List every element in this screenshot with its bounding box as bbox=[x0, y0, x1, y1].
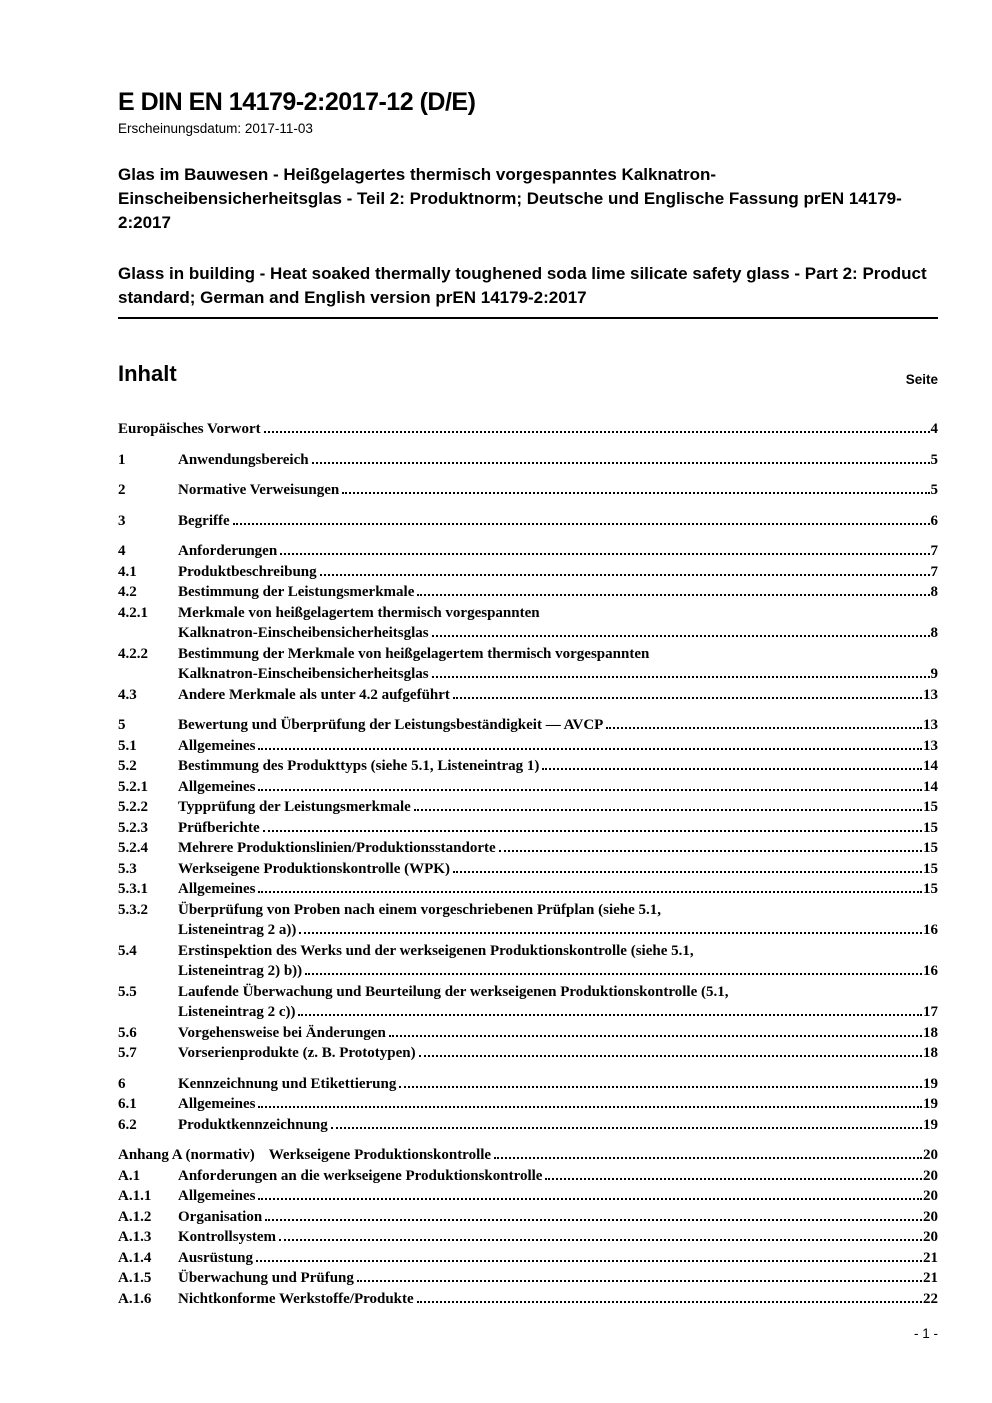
toc-entry bbox=[118, 541, 938, 562]
toc-entry-body bbox=[178, 1023, 938, 1044]
toc-entry-line bbox=[178, 1074, 938, 1095]
toc-entry-body bbox=[178, 1227, 938, 1248]
toc-entry-title: Ausrüstung bbox=[178, 1249, 254, 1266]
toc-entry-title: Begriffe bbox=[178, 512, 230, 529]
toc-entry-page-number: 5 bbox=[930, 482, 938, 498]
toc-entry-title: Allgemeines bbox=[178, 1188, 256, 1204]
dot-leader bbox=[494, 1157, 922, 1159]
toc-header bbox=[118, 361, 938, 387]
toc-entry-title: Produktbeschreibung bbox=[178, 563, 317, 580]
toc-entry bbox=[118, 859, 938, 880]
toc-entry-number: 5.2.1 bbox=[118, 778, 148, 795]
dot-leader bbox=[545, 1178, 922, 1180]
toc-entry-body bbox=[178, 879, 938, 900]
toc-entry-title: Allgemeines bbox=[178, 881, 256, 897]
dot-leader bbox=[233, 523, 930, 525]
toc-entry bbox=[118, 879, 938, 900]
dot-leader bbox=[342, 492, 929, 494]
dot-leader bbox=[265, 1219, 922, 1221]
toc-entry-title: Überprüfung von Proben nach einem vorgeschriebenen Prüfplan (siehe 5.1, bbox=[178, 901, 662, 918]
toc-entry-page-number: 19 bbox=[923, 1096, 938, 1112]
toc-entry-line bbox=[178, 1002, 938, 1023]
toc-entry-page-number: 20 bbox=[923, 1167, 938, 1184]
toc-entry-title: Bestimmung der Leistungsmerkmale bbox=[178, 584, 415, 600]
toc-entry-line bbox=[178, 1248, 938, 1269]
dot-leader bbox=[258, 748, 922, 750]
toc-entry-title: Allgemeines bbox=[178, 1096, 256, 1112]
toc-entry-page-number: 20 bbox=[923, 1208, 938, 1225]
toc-entry-line bbox=[178, 777, 938, 798]
toc-entry-number: 2 bbox=[118, 482, 126, 498]
toc-entry-page-number: 20 bbox=[923, 1188, 938, 1204]
toc-entry-title: Organisation bbox=[178, 1208, 263, 1225]
toc-entry-line bbox=[178, 541, 938, 562]
toc-entry-title: Listeneintrag 2 c)) bbox=[178, 1004, 296, 1020]
toc-entry-page-number: 21 bbox=[923, 1270, 938, 1286]
toc-entry-number: 4.2 bbox=[118, 584, 137, 600]
toc-entry-number: 5.1 bbox=[118, 737, 137, 754]
toc-entry-page-number: 15 bbox=[923, 881, 938, 897]
toc-entry bbox=[118, 419, 938, 440]
toc-entry-line bbox=[178, 879, 938, 900]
toc-entry-body bbox=[178, 1268, 938, 1289]
dot-leader bbox=[256, 1260, 922, 1262]
toc-entry-title: Normative Verweisungen bbox=[178, 482, 340, 498]
toc-entry-page-number: 13 bbox=[923, 686, 938, 703]
dot-leader bbox=[606, 727, 922, 729]
toc-entry-title: Allgemeines bbox=[178, 778, 256, 795]
toc-entry-line bbox=[178, 1094, 938, 1115]
toc-entry-body bbox=[178, 685, 938, 706]
toc-entry-page-number: 15 bbox=[923, 819, 938, 836]
toc-entry-line bbox=[178, 1186, 938, 1207]
toc-entry-title: Kalknatron-Einscheibensicherheitsglas bbox=[178, 625, 429, 641]
toc-entry-line bbox=[178, 511, 938, 532]
toc-entry-line bbox=[178, 1166, 938, 1187]
toc-entry bbox=[118, 777, 938, 798]
toc-entry bbox=[118, 797, 938, 818]
toc-entry-page-number: 13 bbox=[923, 737, 938, 754]
toc-entry-title: Anwendungsbereich bbox=[178, 451, 309, 468]
toc-entry-title: Nichtkonforme Werkstoffe/Produkte bbox=[178, 1290, 414, 1307]
toc-entry bbox=[118, 838, 938, 859]
toc-entry-page-number: 15 bbox=[923, 799, 938, 815]
toc-entry-page-number: 16 bbox=[923, 963, 938, 979]
dot-leader bbox=[312, 462, 930, 464]
toc-entry-title: Allgemeines bbox=[178, 737, 256, 754]
dot-leader bbox=[453, 871, 922, 873]
toc-entry bbox=[118, 685, 938, 706]
dot-leader bbox=[453, 697, 922, 699]
toc-entry-number: 5.2.3 bbox=[118, 819, 148, 836]
dot-leader bbox=[419, 1055, 922, 1057]
toc-entry-title: Bestimmung des Produkttyps (siehe 5.1, Listeneintrag 1) bbox=[178, 758, 540, 774]
toc-entry-line bbox=[178, 920, 938, 941]
toc-entry-line bbox=[178, 900, 938, 921]
toc-entry-page-number: 14 bbox=[923, 758, 938, 774]
toc-entry-body bbox=[178, 1115, 938, 1136]
toc-entry-line bbox=[178, 1115, 938, 1136]
toc-entry-body bbox=[178, 603, 938, 644]
toc-entry-line bbox=[178, 1043, 938, 1064]
dot-leader bbox=[279, 1239, 922, 1241]
toc-entry-page-number: 8 bbox=[930, 625, 938, 641]
toc-entry bbox=[118, 1166, 938, 1187]
toc-entry bbox=[118, 900, 938, 941]
toc-entry-page-number: 17 bbox=[923, 1004, 938, 1020]
dot-leader bbox=[417, 1301, 922, 1303]
toc-entry-line bbox=[118, 1145, 938, 1166]
toc-entry bbox=[118, 1248, 938, 1269]
toc-entry-line bbox=[178, 1268, 938, 1289]
toc-entry bbox=[118, 582, 938, 603]
toc-heading: Inhalt bbox=[118, 361, 177, 386]
toc-entry-page-number: 8 bbox=[930, 584, 938, 600]
toc-entry bbox=[118, 603, 938, 644]
dot-leader bbox=[298, 1014, 922, 1016]
toc-entry-line bbox=[178, 644, 938, 665]
toc-entry-number: 5.3 bbox=[118, 860, 137, 877]
toc-entry bbox=[118, 511, 938, 532]
dot-leader bbox=[432, 676, 930, 678]
toc-entry-title: Merkmale von heißgelagertem thermisch vorgespannten bbox=[178, 604, 540, 621]
toc-entry-line bbox=[178, 562, 938, 583]
toc-entry-line bbox=[178, 982, 938, 1003]
toc-entry-number: 6 bbox=[118, 1075, 126, 1092]
toc-entry-page-number: 20 bbox=[923, 1147, 938, 1163]
toc-entry-body bbox=[178, 1074, 938, 1095]
toc-entry-line bbox=[178, 480, 938, 501]
toc-entry-line bbox=[178, 1227, 938, 1248]
toc-entry-page-number: 14 bbox=[923, 778, 938, 795]
toc-entry-page-number: 5 bbox=[930, 451, 938, 468]
toc-entry-line bbox=[178, 818, 938, 839]
toc-entry-page-number: 22 bbox=[923, 1290, 938, 1307]
toc-entry bbox=[118, 982, 938, 1023]
toc-entry-number: A.1.4 bbox=[118, 1249, 152, 1266]
dot-leader bbox=[331, 1127, 922, 1129]
dot-leader bbox=[414, 809, 922, 811]
toc-entry-page-number: 20 bbox=[923, 1229, 938, 1245]
toc-entry-page-number: 7 bbox=[930, 543, 938, 559]
dot-leader bbox=[542, 768, 922, 770]
toc-entry-body bbox=[178, 562, 938, 583]
toc-entry bbox=[118, 1145, 938, 1166]
toc-entry-body bbox=[178, 736, 938, 757]
toc-entry-title: Listeneintrag 2 a)) bbox=[178, 922, 297, 938]
toc-entry-title: Bestimmung der Merkmale von heißgelagertem thermisch vorgespannten bbox=[178, 645, 650, 662]
toc-entry bbox=[118, 562, 938, 583]
dot-leader bbox=[264, 431, 930, 433]
dot-leader bbox=[389, 1035, 922, 1037]
toc-entry bbox=[118, 1074, 938, 1095]
toc-page-column-label: Seite bbox=[905, 372, 938, 387]
dot-leader bbox=[417, 594, 929, 596]
toc-entry bbox=[118, 1268, 938, 1289]
toc-entry-title: Anforderungen bbox=[178, 543, 278, 559]
toc-entry bbox=[118, 1207, 938, 1228]
toc-entry-body bbox=[178, 1043, 938, 1064]
toc-entry-number: 5.3.2 bbox=[118, 901, 148, 918]
toc-entry-line bbox=[178, 664, 938, 685]
toc-entry-line bbox=[178, 603, 938, 624]
toc-entry-body bbox=[178, 480, 938, 501]
dot-leader bbox=[280, 553, 929, 555]
toc-entry-number: 5.4 bbox=[118, 942, 137, 959]
toc-entry-page-number: 9 bbox=[930, 666, 938, 682]
toc-entry-title: Anforderungen an die werkseigene Produktionskontrolle bbox=[178, 1167, 543, 1184]
toc-entry-number: 4.2.2 bbox=[118, 645, 148, 662]
toc-entry bbox=[118, 1227, 938, 1248]
doc-number-title: E DIN EN 14179-2:2017-12 (D/E) bbox=[118, 88, 476, 116]
dot-leader bbox=[357, 1280, 922, 1282]
toc-entry-number: 4 bbox=[118, 543, 126, 559]
toc-entry-body bbox=[178, 644, 938, 685]
toc-entry-number: 3 bbox=[118, 512, 126, 529]
toc-entry bbox=[118, 1023, 938, 1044]
toc-entry-number: 5.2.2 bbox=[118, 799, 148, 815]
toc-entry-page-number: 19 bbox=[923, 1075, 938, 1092]
toc-entry-number: 1 bbox=[118, 451, 126, 468]
toc-entry bbox=[118, 480, 938, 501]
dot-leader bbox=[320, 574, 930, 576]
toc-entry-number: 5.2 bbox=[118, 758, 137, 774]
toc-entry-number: 6.1 bbox=[118, 1096, 137, 1112]
toc-entry-number: 5.7 bbox=[118, 1045, 137, 1061]
toc-entry bbox=[118, 756, 938, 777]
toc-entry-page-number: 13 bbox=[923, 717, 938, 733]
toc-entry-line bbox=[178, 623, 938, 644]
toc-entry-number: 4.1 bbox=[118, 563, 137, 580]
toc-entry-line bbox=[178, 450, 938, 471]
toc-entry-line bbox=[178, 756, 938, 777]
toc-entry-number: A.1.6 bbox=[118, 1290, 152, 1307]
toc-entry-body bbox=[178, 1166, 938, 1187]
toc-entry-body bbox=[178, 1186, 938, 1207]
toc-entry-line bbox=[178, 715, 938, 736]
toc-entry bbox=[118, 1043, 938, 1064]
toc-entry-body bbox=[178, 450, 938, 471]
dot-leader bbox=[432, 635, 930, 637]
toc-entry-line bbox=[178, 961, 938, 982]
toc-entry-body bbox=[178, 1289, 938, 1310]
dot-leader bbox=[399, 1086, 922, 1088]
toc-entry-body bbox=[118, 1145, 938, 1166]
toc-entry-line bbox=[178, 859, 938, 880]
dot-leader bbox=[258, 789, 922, 791]
toc-entry-body bbox=[178, 941, 938, 982]
toc-entry-title: Vorserienprodukte (z. B. Prototypen) bbox=[178, 1045, 416, 1061]
toc-entry-body bbox=[178, 900, 938, 941]
toc-entry-page-number: 4 bbox=[930, 421, 938, 437]
dot-leader bbox=[305, 973, 922, 975]
toc-entry bbox=[118, 1186, 938, 1207]
toc-entry-line bbox=[178, 941, 938, 962]
toc-entry-list bbox=[118, 419, 938, 1309]
toc-entry-body bbox=[178, 859, 938, 880]
toc-entry-number: A.1.1 bbox=[118, 1188, 152, 1204]
toc-entry-number: 4.2.1 bbox=[118, 604, 148, 621]
toc-entry-line bbox=[178, 1289, 938, 1310]
dot-leader bbox=[258, 891, 922, 893]
toc-entry-line bbox=[118, 419, 938, 440]
toc-entry-line bbox=[178, 797, 938, 818]
toc-entry-body bbox=[178, 541, 938, 562]
toc-entry-page-number: 19 bbox=[923, 1116, 938, 1133]
toc-entry-number: A.1.2 bbox=[118, 1208, 152, 1225]
toc-entry-body bbox=[118, 419, 938, 440]
toc-entry-page-number: 6 bbox=[930, 512, 938, 529]
toc-entry-number: 5.5 bbox=[118, 983, 137, 1000]
toc-entry-body bbox=[178, 777, 938, 798]
document-title-german: Glas im Bauwesen - Heißgelagertes thermisch vorgespanntes Kalknatron-Einscheibensicherheitsglas - Teil 2: Produktnorm; Deutsche und Englische Fassung prEN 14179-2:2017 bbox=[118, 165, 902, 232]
toc-entry-title: Laufende Überwachung und Beurteilung der werkseigenen Produktionskontrolle (5.1, bbox=[178, 983, 729, 1000]
toc-entry-number: A.1 bbox=[118, 1167, 141, 1184]
toc-entry-number: 5.3.1 bbox=[118, 881, 148, 897]
toc-entry-title: Kontrollsystem bbox=[178, 1229, 277, 1245]
toc-entry bbox=[118, 450, 938, 471]
toc-entry-title: Erstinspektion des Werks und der werkseigenen Produktionskontrolle (siehe 5.1, bbox=[178, 942, 694, 959]
toc-entry bbox=[118, 736, 938, 757]
toc-entry-number: A.1.3 bbox=[118, 1229, 152, 1245]
publication-date: Erscheinungsdatum: 2017-11-03 bbox=[118, 121, 313, 136]
toc-entry-body bbox=[178, 582, 938, 603]
toc-entry-page-number: 18 bbox=[923, 1045, 938, 1061]
toc-entry-page-number: 15 bbox=[923, 840, 938, 856]
dot-leader bbox=[299, 932, 922, 934]
toc-entry-line bbox=[178, 736, 938, 757]
toc-entry-number: 5 bbox=[118, 717, 126, 733]
toc-entry-title: Werkseigene Produktionskontrolle (WPK) bbox=[178, 860, 450, 877]
toc-entry-body bbox=[178, 818, 938, 839]
toc-entry-page-number: 21 bbox=[923, 1249, 938, 1266]
toc-entry-title: Produktkennzeichnung bbox=[178, 1116, 328, 1133]
toc-entry-line bbox=[178, 685, 938, 706]
toc-entry-page-number: 7 bbox=[930, 563, 938, 580]
toc-entry-title: Werkseigene Produktionskontrolle bbox=[268, 1147, 492, 1163]
toc-entry-title: Europäisches Vorwort bbox=[118, 421, 261, 437]
toc-entry-number: A.1.5 bbox=[118, 1270, 152, 1286]
toc-entry-title: Vorgehensweise bei Änderungen bbox=[178, 1024, 386, 1041]
toc-entry-number: 5.6 bbox=[118, 1024, 137, 1041]
toc-entry-title: Listeneintrag 2) b)) bbox=[178, 963, 303, 979]
toc-entry-number: 4.3 bbox=[118, 686, 137, 703]
toc-entry-body bbox=[178, 797, 938, 818]
toc-entry-number: 6.2 bbox=[118, 1116, 137, 1133]
toc-entry-body bbox=[178, 756, 938, 777]
toc-entry-title: Kennzeichnung und Etikettierung bbox=[178, 1075, 397, 1092]
toc-entry-body bbox=[178, 982, 938, 1023]
toc-entry-body bbox=[178, 511, 938, 532]
toc-entry bbox=[118, 1094, 938, 1115]
page-number: - 1 - bbox=[913, 1326, 938, 1341]
page-footer bbox=[914, 1326, 938, 1341]
toc-entry-line bbox=[178, 582, 938, 603]
toc-entry-body bbox=[178, 1094, 938, 1115]
toc-entry-body bbox=[178, 715, 938, 736]
toc-entry-title: Bewertung und Überprüfung der Leistungsbeständigkeit — AVCP bbox=[178, 717, 604, 733]
toc-entry bbox=[118, 1115, 938, 1136]
toc-entry bbox=[118, 1289, 938, 1310]
toc-entry-body bbox=[178, 1248, 938, 1269]
toc-entry-line bbox=[178, 1023, 938, 1044]
toc-entry-title: Typprüfung der Leistungsmerkmale bbox=[178, 799, 411, 815]
toc-entry-title: Überwachung und Prüfung bbox=[178, 1270, 354, 1286]
toc-entry-title: Andere Merkmale als unter 4.2 aufgeführt bbox=[178, 686, 450, 703]
toc-entry-body bbox=[178, 838, 938, 859]
dot-leader bbox=[258, 1198, 922, 1200]
toc-entry bbox=[118, 715, 938, 736]
toc-entry-line bbox=[178, 1207, 938, 1228]
toc-entry-number: 5.2.4 bbox=[118, 840, 148, 856]
toc-entry-title: Prüfberichte bbox=[178, 819, 260, 836]
page-content bbox=[118, 0, 938, 1403]
toc-entry bbox=[118, 818, 938, 839]
toc-entry-title: Kalknatron-Einscheibensicherheitsglas bbox=[178, 666, 429, 682]
dot-leader bbox=[258, 1106, 922, 1108]
dot-leader bbox=[263, 830, 922, 832]
toc-entry-page-number: 18 bbox=[923, 1024, 938, 1041]
toc-entry-title: Mehrere Produktionslinien/Produktionsstandorte bbox=[178, 840, 496, 856]
document-title-english: Glass in building - Heat soaked thermally toughened soda lime silicate safety glass - Part 2: Product standard; German and English version prEN 14179-2:2017 bbox=[118, 262, 938, 319]
toc-entry-line bbox=[178, 838, 938, 859]
toc-entry-page-number: 16 bbox=[923, 922, 938, 938]
toc-entry-page-number: 15 bbox=[923, 860, 938, 877]
toc-entry-body bbox=[178, 1207, 938, 1228]
toc-entry bbox=[118, 644, 938, 685]
toc-entry bbox=[118, 941, 938, 982]
dot-leader bbox=[499, 850, 922, 852]
toc-entry-prefix: Anhang A (normativ) bbox=[118, 1147, 255, 1163]
